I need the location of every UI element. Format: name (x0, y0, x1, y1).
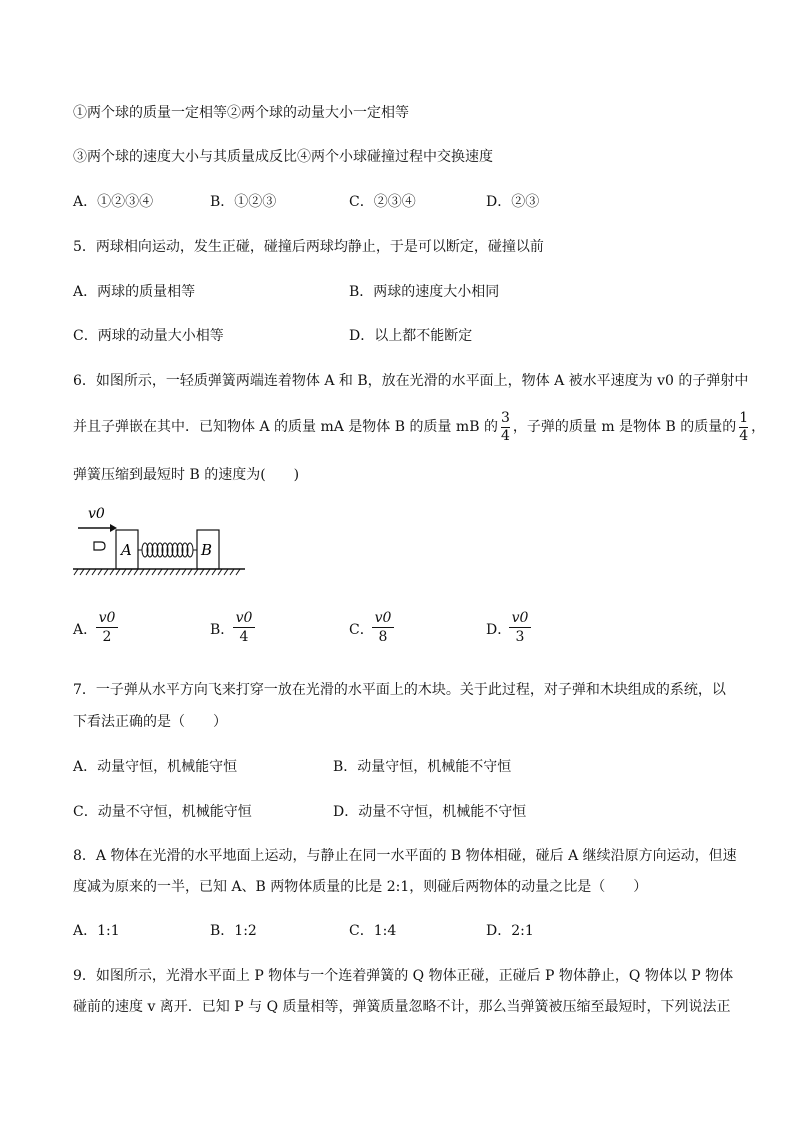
q4-statements-line2: ③两个球的速度大小与其质量成反比④两个小球碰撞过程中交换速度 (73, 149, 493, 165)
fraction-bullet-ratio-den: 4 (739, 427, 749, 444)
q7-option-b: B．动量守恒，机械能不守恒 (333, 759, 512, 775)
q7-option-d: D．动量不守恒，机械能不守恒 (333, 804, 527, 820)
q6-option-d-den: 3 (515, 629, 525, 645)
q4-option-c: C．②③④ (349, 194, 416, 210)
q8-option-c: C．1:4 (349, 923, 397, 939)
q6-option-a-letter: A． (73, 622, 98, 638)
q4-statements-line1: ①两个球的质量一定相等②两个球的动量大小一定相等 (73, 105, 409, 121)
q5-stem: 5．两球相向运动，发生正碰，碰撞后两球均静止，于是可以断定，碰撞以前 (73, 239, 544, 255)
q6-option-d-letter: D． (486, 622, 512, 638)
q6-option-c-num: v0 (374, 610, 392, 626)
q6-option-b-den: 4 (239, 629, 249, 645)
fraction-bullet-ratio (739, 411, 748, 444)
q6-stem-line2-a: 并且子弹嵌在其中．已知物体 A 的质量 mA 是物体 B 的质量 mB 的 (73, 419, 498, 435)
block-b-label: B (201, 541, 213, 559)
q8-stem-line1: 8．A 物体在光滑的水平地面上运动，与静止在同一水平面的 B 物体相碰，碰后 A 继续沿原方向运动，但速 (73, 848, 737, 864)
q6-option-c-fraction (372, 610, 394, 645)
q7-stem-line2: 下看法正确的是（ ） (73, 714, 227, 730)
block-a-label: A (121, 541, 132, 559)
q8-option-a: A．1:1 (73, 923, 120, 939)
spring-icon (138, 543, 197, 557)
fraction-mass-ratio-den: 4 (500, 427, 510, 444)
fraction-bullet-ratio-num: 1 (739, 409, 749, 426)
q6-option-a-fraction (96, 610, 118, 645)
fraction-mass-ratio (501, 411, 510, 444)
q6-option-b-fraction (233, 610, 255, 645)
q6-stem-line2-c: ， (751, 419, 766, 435)
q8-option-d: D．2:1 (486, 923, 534, 939)
ground-hatching (74, 569, 240, 575)
q4-option-d: D．②③ (486, 194, 540, 210)
q6-option-d-num: v0 (511, 610, 529, 626)
bullet-icon (94, 542, 105, 550)
q6-stem-line2-b: ，子弹的质量 m 是物体 B 的质量的 (512, 419, 737, 435)
q8-option-b: B．1:2 (210, 923, 257, 939)
q7-stem-line1: 7．一子弹从水平方向飞来打穿一放在光滑的水平面上的木块。关于此过程，对子弹和木块组成的系统，以 (73, 682, 726, 698)
velocity-label: v0 (88, 506, 105, 522)
q6-stem-line2 (73, 410, 765, 444)
q5-option-a: A．两球的质量相等 (73, 284, 196, 300)
q9-stem-line2: 碰前的速度 v 离开．已知 P 与 Q 质量相等，弹簧质量忽略不计，那么当弹簧被压缩至最短时，下列说法正 (73, 999, 731, 1015)
q4-option-a: A．①②③④ (73, 194, 154, 210)
q4-option-b: B．①②③ (210, 194, 277, 210)
fraction-mass-ratio-num: 3 (500, 409, 510, 426)
q6-option-b-letter: B． (210, 622, 235, 638)
q6-stem-line3: 弹簧压缩到最短时 B 的速度为( ) (73, 467, 300, 483)
spring-blocks-figure (70, 502, 250, 582)
q6-option-a-den: 2 (102, 629, 112, 645)
q6-option-a-num: v0 (98, 610, 116, 626)
q6-option-d-fraction (509, 610, 531, 645)
q6-option-b-num: v0 (235, 610, 253, 626)
q5-option-b: B．两球的速度大小相同 (349, 284, 500, 300)
q6-stem-line1: 6．如图所示，一轻质弹簧两端连着物体 A 和 B，放在光滑的水平面上，物体 A 被水平速度为 v0 的子弹射中 (73, 373, 749, 389)
q6-option-c-letter: C． (349, 622, 374, 638)
q9-stem-line1: 9．如图所示，光滑水平面上 P 物体与一个连着弹簧的 Q 物体正碰，正碰后 P 物体静止，Q 物体以 P 物体 (73, 968, 734, 984)
q5-option-d: D．以上都不能断定 (349, 328, 473, 344)
q6-option-c-den: 8 (378, 629, 388, 645)
q7-option-a: A．动量守恒，机械能守恒 (73, 759, 238, 775)
q8-stem-line2: 度减为原来的一半，已知 A、B 两物体质量的比是 2:1，则碰后两物体的动量之比是（ ） (73, 879, 648, 895)
q5-option-c: C．两球的动量大小相等 (73, 328, 224, 344)
q7-option-c: C．动量不守恒，机械能守恒 (73, 804, 252, 820)
